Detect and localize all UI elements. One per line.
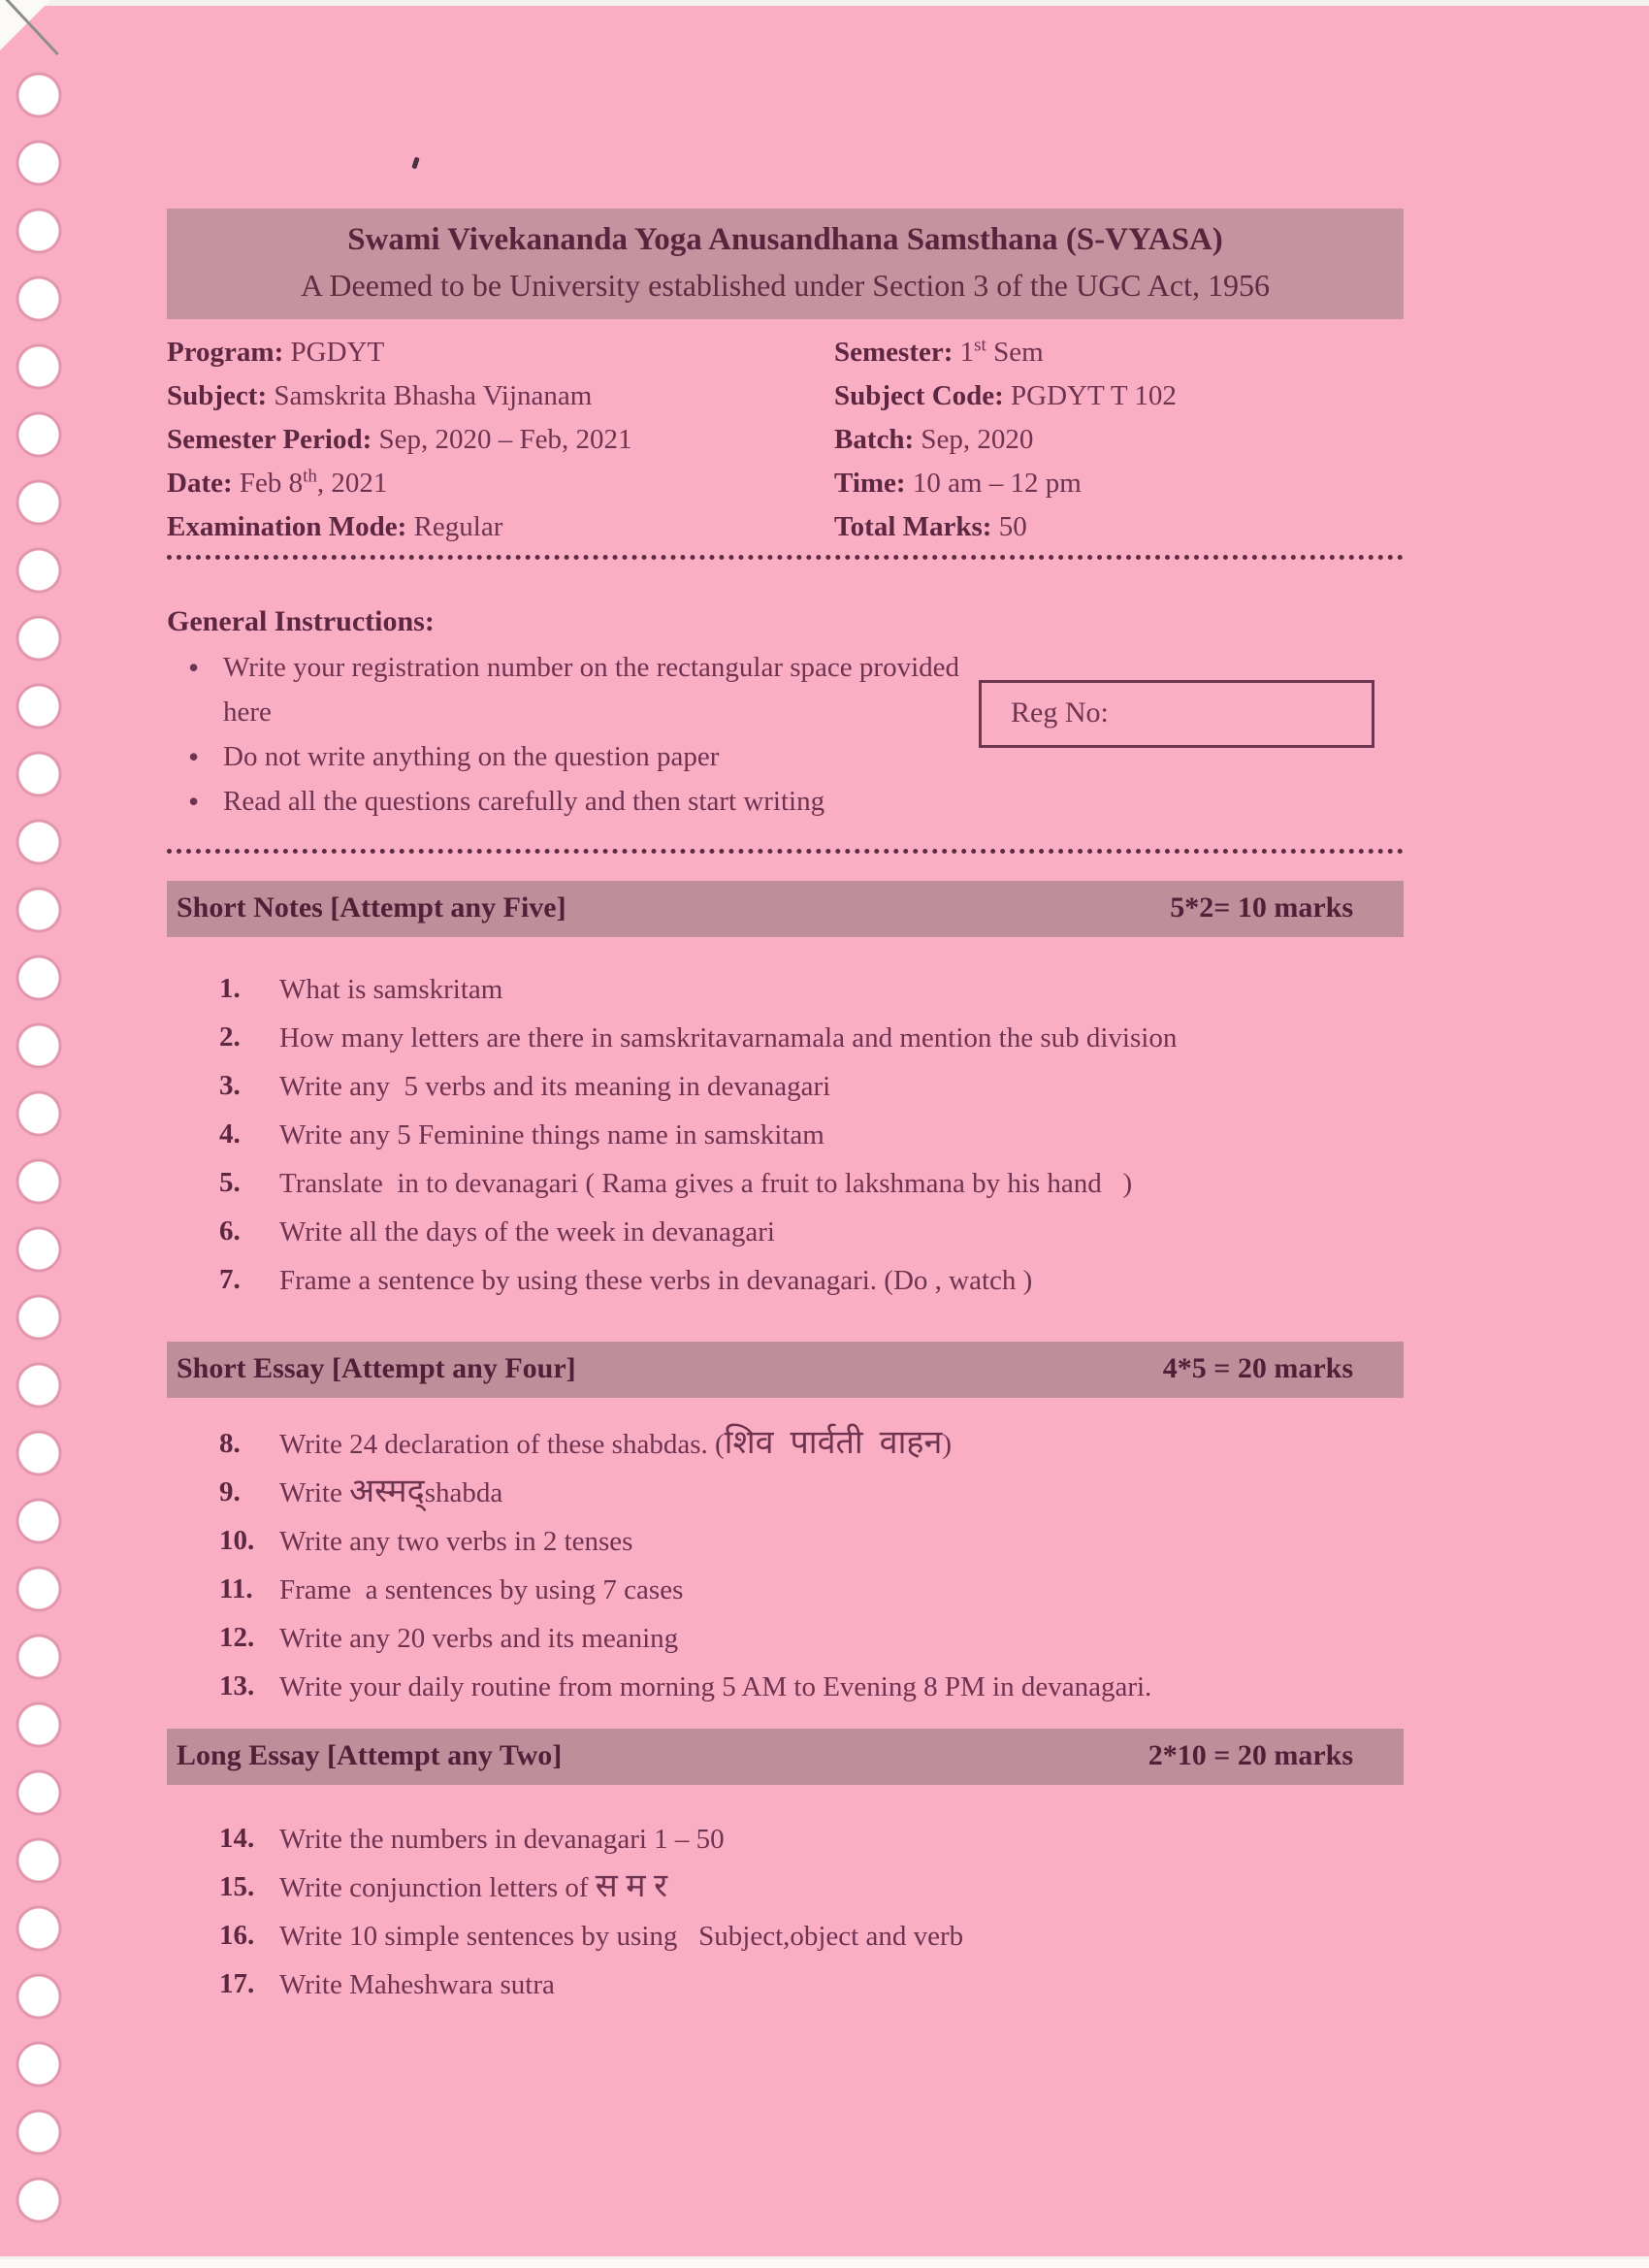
section-marks: 5*2= 10 marks [1170,891,1353,923]
question-text-devanagari: अस्मद् [349,1474,425,1509]
question-row [219,1119,1404,1150]
question-number: 13. [219,1670,255,1701]
meta-batch-label: Batch: [834,424,915,455]
section-title: Short Notes [Attempt any Five] [177,891,566,923]
meta-semester [834,331,1404,374]
meta-date-value-end: , 2021 [316,468,388,499]
instruction-item: • Write your registration number on the rectangular space provided here [167,645,1001,734]
question-number: 17. [219,1968,255,1999]
question-number: 10. [219,1525,255,1556]
question-row [219,1168,1404,1198]
general-instructions-heading: General Instructions: [167,605,435,637]
question-text-pre: Write any two verbs in 2 tenses [279,1526,633,1557]
dotted-divider-bottom [167,849,1404,854]
question-text [279,1526,632,1556]
question-number: 16. [219,1920,255,1951]
question-text-pre: Write 10 simple sentences by using Subject,object and verb [279,1921,964,1952]
short-notes-questions [167,974,1404,1295]
question-text [279,1969,555,1999]
meta-subject [167,374,834,418]
question-text [279,1071,830,1101]
reg-no-label: Reg No: [1011,697,1109,729]
meta-semester-value: 1 [953,337,975,368]
meta-date-value: Feb 8 [232,468,304,499]
question-number: 2. [219,1021,241,1053]
question-text-pre: Write any 20 verbs and its meaning [279,1623,679,1654]
question-row [219,1474,1404,1509]
meta-time-value: 10 am – 12 pm [905,468,1082,499]
meta-subject-code-value: PGDYT T 102 [1003,380,1177,411]
question-text-post: shabda [424,1477,503,1508]
question-row [219,1216,1404,1247]
question-text [279,974,502,1004]
question-text [279,1671,1151,1701]
question-text [279,1474,503,1509]
question-number: 6. [219,1215,241,1247]
question-row [219,1623,1404,1653]
question-text-pre: Write conjunction letters of [279,1872,596,1903]
meta-program [167,331,834,374]
meta-program-label: Program: [167,337,284,368]
section-title: Short Essay [Attempt any Four] [177,1352,576,1384]
university-title: Swami Vivekananda Yoga Anusandhana Samsthana (S-VYASA) [347,222,1223,257]
meta-exam-mode [167,505,834,549]
meta-time-label: Time: [834,468,906,499]
meta-semester-period-value: Sep, 2020 – Feb, 2021 [372,424,632,455]
question-number: 12. [219,1622,255,1653]
dotted-divider-top [167,555,1404,560]
question-text-pre: Write Maheshwara sutra [279,1969,555,2000]
question-number: 3. [219,1070,241,1101]
question-row [219,1022,1404,1053]
question-text [279,1868,668,1904]
question-text-devanagari: शिव पार्वती वाहन [724,1425,943,1461]
question-number: 14. [219,1823,255,1854]
meta-semester-superscript: st [974,335,986,356]
document-content [167,209,1404,2018]
reg-no-box [979,680,1374,748]
meta-column-left [167,331,834,549]
question-text [279,1623,678,1653]
long-essay-questions [167,1824,1404,1999]
question-row [219,1824,1404,1854]
meta-semester-value-end: Sem [986,337,1044,368]
meta-exam-mode-label: Examination Mode: [167,511,407,542]
instruction-item: • Read all the questions carefully and then start writing [167,779,1001,824]
question-number: 4. [219,1118,241,1150]
section-title: Long Essay [Attempt any Two] [177,1739,563,1771]
question-row [219,1526,1404,1556]
meta-program-value: PGDYT [283,337,385,368]
meta-time [834,462,1404,505]
meta-semester-label: Semester: [834,337,954,368]
section-marks: 2*10 = 20 marks [1148,1739,1353,1771]
meta-semester-period-label: Semester Period: [167,424,372,455]
meta-semester-period [167,418,834,462]
meta-subject-code-label: Subject Code: [834,380,1004,411]
section-marks: 4*5 = 20 marks [1162,1352,1353,1384]
meta-total-marks-value: 50 [991,511,1027,542]
exam-meta-block [167,331,1404,549]
question-number: 9. [219,1476,241,1507]
question-row [219,1921,1404,1951]
question-text-pre: Write any 5 Feminine things name in samskitam [279,1119,824,1150]
meta-date [167,462,834,505]
question-number: 5. [219,1167,241,1198]
question-row [219,1425,1404,1461]
question-text-pre: Write any 5 verbs and its meaning in devanagari [279,1071,831,1102]
section-header-short-essay [167,1342,1404,1398]
section-header-short-notes [167,881,1404,937]
question-text-pre: Write the numbers in devanagari 1 – 50 [279,1824,725,1855]
meta-subject-value: Samskrita Bhasha Vijnanam [267,380,593,411]
question-row [219,1265,1404,1295]
question-text [279,1824,725,1854]
question-row [219,1969,1404,1999]
section-header-long-essay [167,1729,1404,1785]
punched-holes-column [16,64,74,2237]
short-essay-questions [167,1425,1404,1702]
instruction-item: • Do not write anything on the question paper [167,734,1001,779]
question-text [279,1168,1132,1198]
meta-total-marks [834,505,1404,549]
question-text-pre: What is samskritam [279,974,503,1005]
question-number: 7. [219,1264,241,1295]
meta-subject-code [834,374,1404,418]
question-text [279,1022,1177,1053]
question-number: 8. [219,1428,241,1459]
meta-batch-value: Sep, 2020 [914,424,1034,455]
meta-subject-label: Subject: [167,380,268,411]
question-text [279,1425,952,1461]
question-text [279,1574,683,1604]
question-number: 15. [219,1871,255,1902]
university-header-band [167,209,1404,319]
question-text-post: ) [942,1429,952,1460]
question-row [219,1671,1404,1701]
question-text [279,1119,824,1150]
question-text-pre: Frame a sentence by using these verbs in devanagari. (Do , watch ) [279,1265,1033,1296]
meta-exam-mode-value: Regular [406,511,503,542]
general-instructions-block [167,602,1404,824]
question-row [219,1574,1404,1604]
question-text-pre: Write [279,1477,350,1508]
corner-fold [0,0,50,50]
meta-total-marks-label: Total Marks: [834,511,992,542]
meta-column-right [834,331,1404,549]
question-text [279,1216,775,1247]
question-row [219,1071,1404,1101]
question-number: 1. [219,973,241,1004]
question-text-pre: Write all the days of the week in devanagari [279,1216,775,1247]
question-text-devanagari: स म र [595,1868,668,1904]
question-text-pre: Translate in to devanagari ( Rama gives a fruit to lakshmana by his hand ) [279,1168,1133,1199]
university-subtitle: A Deemed to be University established under Section 3 of the UGC Act, 1956 [301,268,1270,303]
question-text-pre: Write 24 declaration of these shabdas. ( [279,1429,725,1460]
question-row [219,1868,1404,1904]
meta-date-superscript: th [303,466,317,487]
question-text-pre: Frame a sentences by using 7 cases [279,1574,684,1605]
question-text [279,1265,1032,1295]
question-number: 11. [219,1573,253,1604]
question-text-pre: How many letters are there in samskritavarnamala and mention the sub division [279,1022,1178,1053]
question-row [219,974,1404,1004]
meta-date-label: Date: [167,468,233,499]
scan-edge-bottom [0,2259,1649,2268]
instructions-list [167,645,1001,824]
question-text [279,1921,963,1951]
question-text-pre: Write your daily routine from morning 5 AM to Evening 8 PM in devanagari. [279,1671,1152,1702]
meta-batch [834,418,1404,462]
